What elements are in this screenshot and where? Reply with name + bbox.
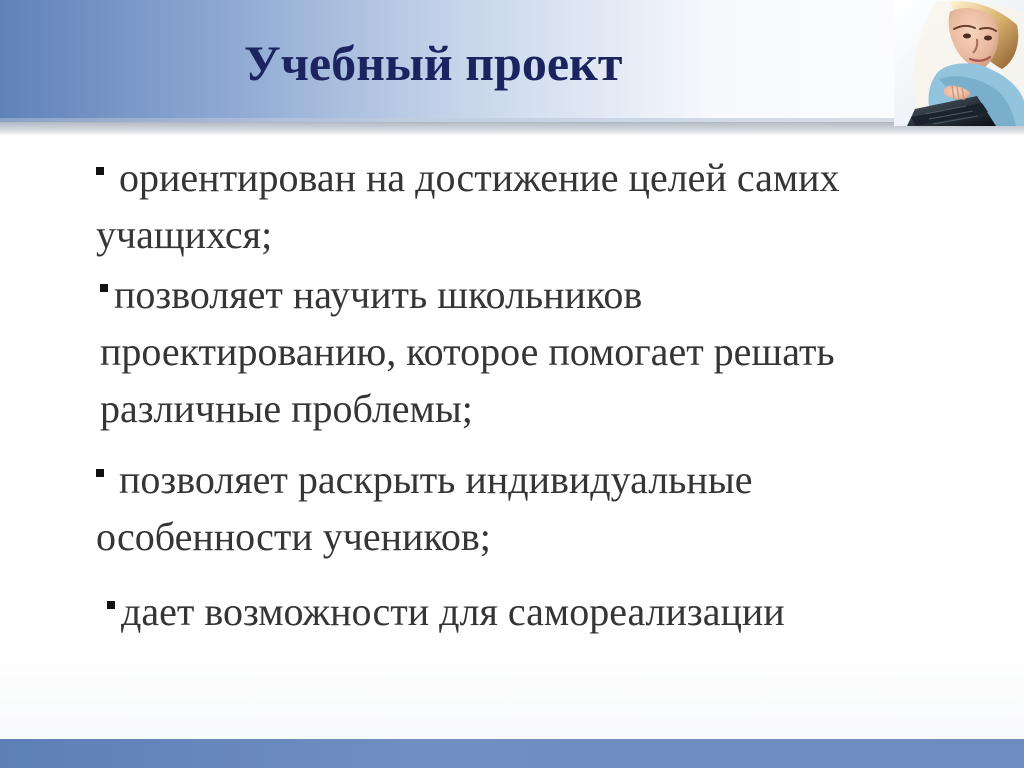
square-bullet-icon: [96, 167, 104, 175]
bullet-item-goals: [96, 149, 996, 263]
bullet-text-goals: ориентирован на достижение целей самих учащихся;: [96, 155, 840, 257]
bullet-item-individual-features: [96, 451, 996, 565]
bullet-text-design-learning: позволяет научить школьников проектированию, которое помогает решать различные проблемы;: [100, 272, 835, 431]
bullet-item-design-learning: [100, 266, 980, 437]
bullet-text-self-realization: дает возможности для самореализации: [121, 589, 785, 634]
footer-band: [0, 739, 1024, 768]
square-bullet-icon: [100, 284, 108, 292]
square-bullet-icon: [96, 469, 104, 477]
bullet-text-individual-features: позволяет раскрыть индивидуальные особенности учеников;: [96, 457, 753, 559]
square-bullet-icon: [107, 601, 115, 609]
bullet-item-self-realization: [107, 583, 987, 640]
slide-title: Учебный проект: [244, 35, 623, 91]
